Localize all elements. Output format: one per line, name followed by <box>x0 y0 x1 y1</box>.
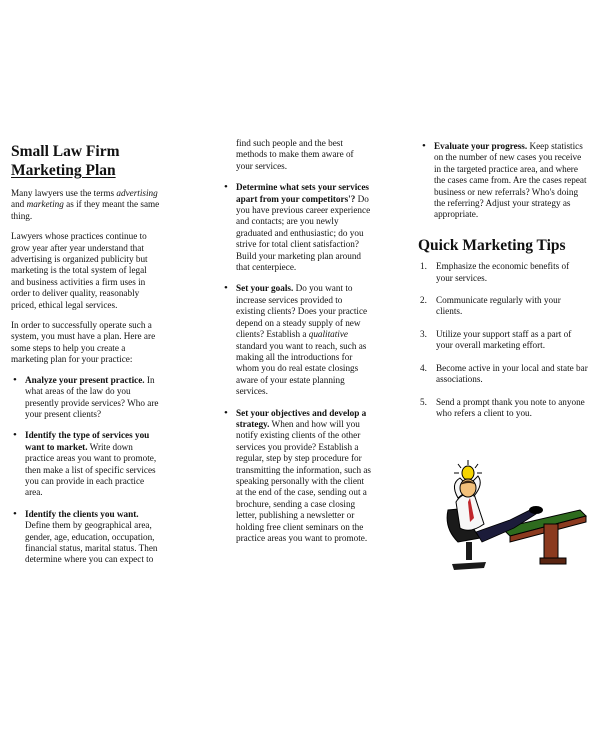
paragraph-3: In order to successfully operate such a system, you must have a plan. Here are some steps to help you create a marketing plan for your practice: <box>11 320 156 365</box>
column-middle <box>222 138 372 554</box>
list-item: • Identify the type of services you want to market. Write down practice areas you want to promote, then make a list of specific services you can provide in each practice area. <box>11 430 161 498</box>
tip-item: 5. Send a prompt thank you note to anyone who refers a client to you. <box>420 396 585 418</box>
tip-item: 3. Utilize your support staff as a part of your overall marketing effort. <box>420 328 572 351</box>
list-item: • Identify the clients you want. Define them by geographical area, gender, age, education, occupation, financial status, marital status. Then determine where you can expect to <box>11 509 161 566</box>
list-item: • Evaluate your progress. Keep statistics on the number of new cases you receive in the targeted practice area, and where the cases came from. Are the cases repeat business or new referrals? Who's doing the referring? Adjust your strategy as appropriate. <box>420 141 588 221</box>
column-left <box>11 142 161 576</box>
continuation-text: find such people and the best methods to make them aware of your services. <box>236 138 354 171</box>
list-item: • Set your objectives and develop a strategy. When and how will you notify existing clients of the other services you provide? Establish a regular, step by step procedure for transmitting the information, such as speaking personally with the client at the end of the case, sending out a brochure, sending a case closing letter, publishing a newsletter or holding free client seminars on the practice areas you want to promote. <box>222 408 372 545</box>
tip-item: 2. Communicate regularly with your clients. <box>420 295 561 317</box>
list-item: • Analyze your present practice. In what areas of the law do you presently provide services? Who are your present clients? <box>11 375 161 421</box>
intro-paragraph: Many lawyers use the terms advertising and marketing as if they meant the same thing. <box>11 188 160 221</box>
steps-list-1 <box>11 375 161 566</box>
tip-item: 1. Emphasize the economic benefits of your services. <box>420 261 570 283</box>
steps-list-3 <box>420 141 588 221</box>
list-item: • Determine what sets your services apart from your competitors'? Do you have previous career experience and contacts; are you newly graduated and enthusiastic; do you strive for total client satisfaction? Build your marketing plan around that centerpiece. <box>222 182 372 273</box>
paragraph-2: Lawyers whose practices continue to grow year after year understand that advertising is organized publicity but marketing is the total system of legal and business activities a firm uses in order to deliver quality, reasonably priced, ethical legal services. <box>11 231 148 310</box>
column-right <box>420 141 588 430</box>
page-title <box>11 142 161 180</box>
steps-list-2 <box>222 182 372 544</box>
title-line-1: Small Law Firm <box>11 143 120 160</box>
title-line-2: Marketing Plan <box>11 162 116 179</box>
tips-list <box>420 261 588 419</box>
list-item: • Set your goals. Do you want to increase services provided to existing clients? Does your practice depend on a steady supply of new clients? Establish a qualitative standard you want to reach, such as making all the introductions for whom you do real estate closings aware of your estate planning services. <box>222 283 372 397</box>
businessman-lightbulb-illustration <box>440 458 590 573</box>
tips-heading: Quick Marketing Tips <box>418 236 566 254</box>
tip-item: 4. Become active in your local and state bar associations. <box>420 362 588 385</box>
